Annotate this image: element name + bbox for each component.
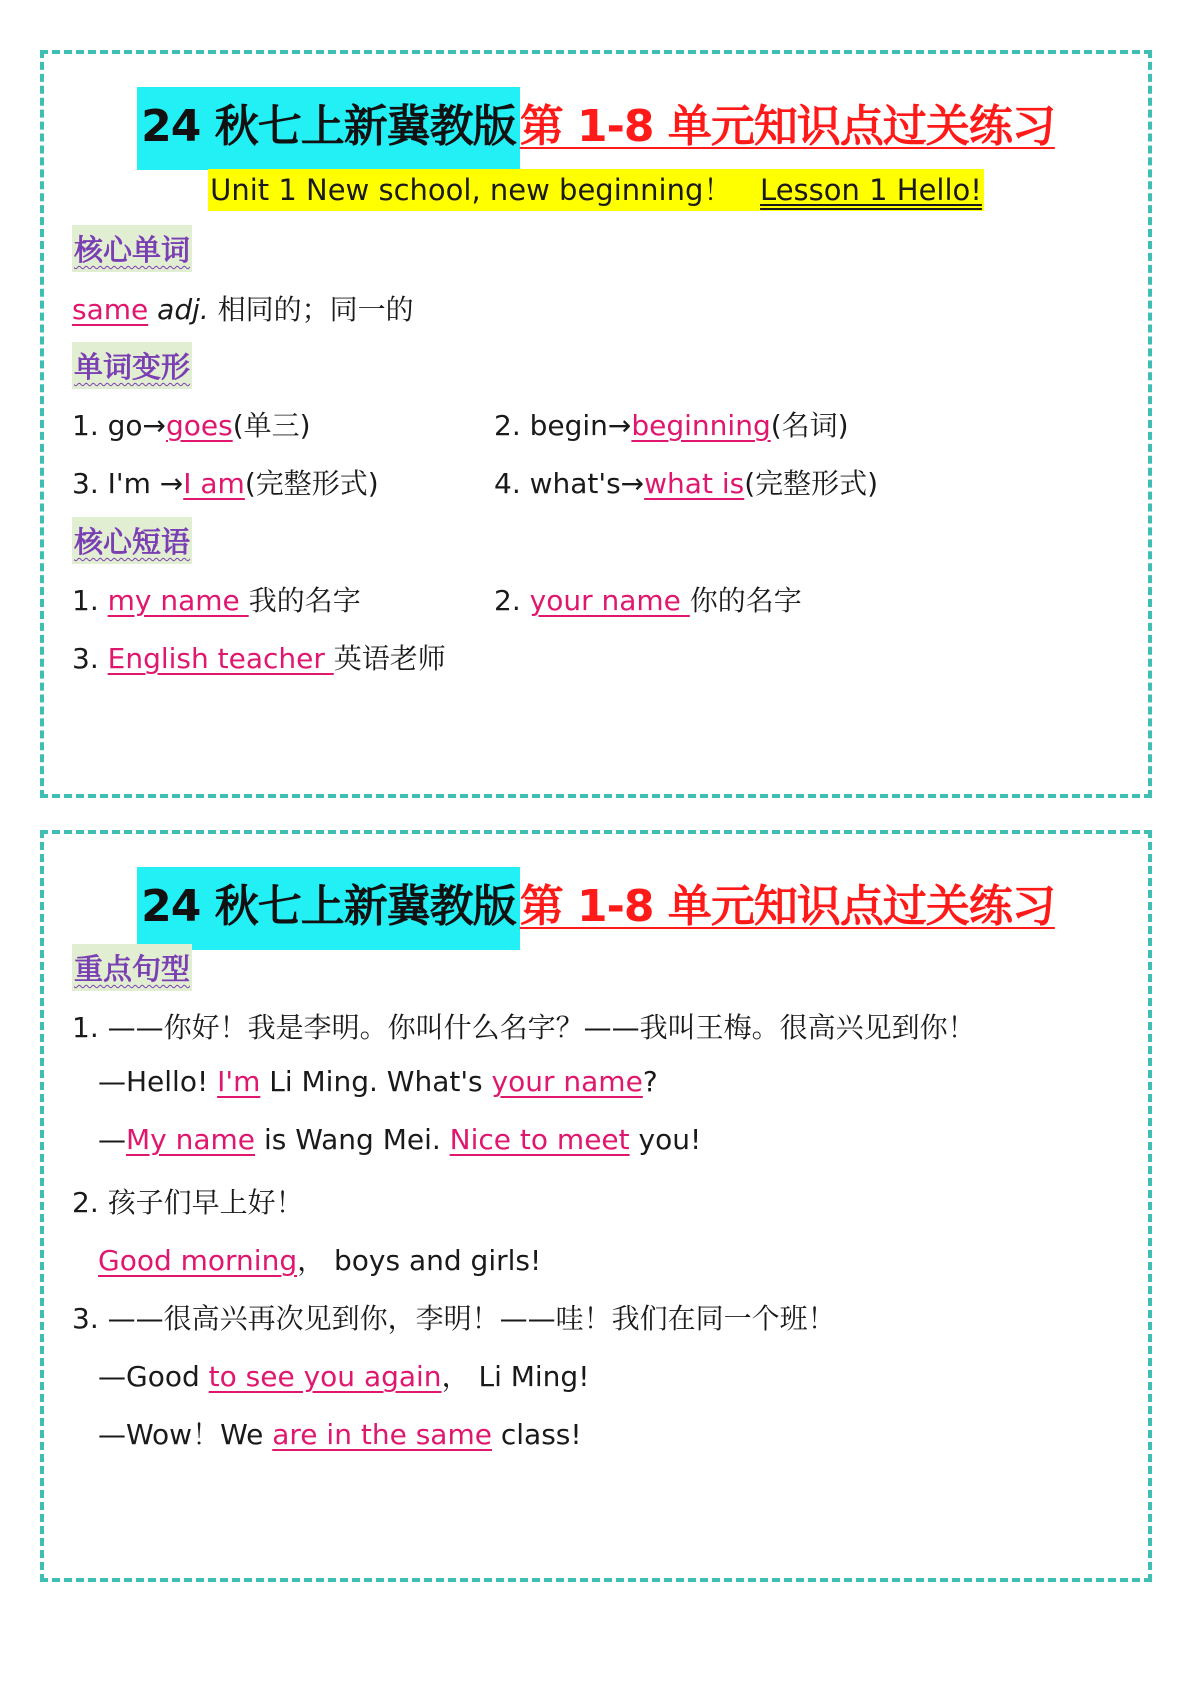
- word-form-item: [494, 462, 878, 502]
- answer-text: I am: [183, 467, 245, 500]
- item-meaning: 你的名字: [689, 584, 802, 617]
- lesson-title: Lesson 1 Hello!: [760, 173, 982, 207]
- title-part-2: 第 1-8 单元知识点过关练习: [519, 881, 1055, 932]
- answer-text: beginning: [631, 409, 771, 442]
- section-core-phrases: 核心短语: [72, 517, 192, 564]
- page-title: [44, 870, 1148, 934]
- title-part-2: 第 1-8 单元知识点过关练习: [519, 101, 1055, 152]
- sentence-english: [98, 1065, 658, 1098]
- text-segment: ， boys and girls!: [297, 1244, 542, 1277]
- phrase-item: [494, 579, 802, 619]
- answer-text: to see you again: [208, 1360, 442, 1393]
- item-note: (完整形式): [744, 467, 879, 500]
- text-segment: —Good: [98, 1360, 209, 1393]
- text-segment: —: [98, 1123, 126, 1156]
- text-segment: ?: [642, 1065, 658, 1098]
- lesson-card-2: [40, 830, 1152, 1582]
- text-segment: Li Ming. What's: [260, 1065, 492, 1098]
- sentence-english: [98, 1239, 541, 1279]
- word-form-item: [494, 404, 849, 444]
- answer-text: I'm: [217, 1065, 261, 1098]
- answer-text: are in the same: [272, 1418, 492, 1451]
- section-core-words: 核心单词: [72, 225, 192, 272]
- item-prefix: 2.: [494, 584, 530, 617]
- sentence-chinese: 3. ——很高兴再次见到你，李明！——哇！我们在同一个班！: [72, 1302, 836, 1335]
- sentence-english: [98, 1355, 589, 1395]
- unit-heading: [44, 168, 1148, 209]
- title-part-1: 24 秋七上新冀教版: [137, 87, 520, 170]
- answer-text: your name: [491, 1065, 643, 1098]
- item-note: (名词): [770, 409, 849, 442]
- item-prefix: 3. I'm →: [72, 467, 184, 500]
- sentence-english: [98, 1413, 582, 1453]
- answer-text: English teacher: [107, 642, 334, 675]
- answer-text: your name: [529, 584, 690, 617]
- core-word-pos: adj.: [157, 293, 209, 326]
- item-meaning: 我的名字: [248, 584, 361, 617]
- core-word-meaning: 相同的；同一的: [208, 293, 414, 326]
- text-segment: class!: [491, 1418, 582, 1451]
- text-segment: —Wow！We: [98, 1418, 273, 1451]
- answer-text: Nice to meet: [449, 1123, 630, 1156]
- sentence-chinese: 2. 孩子们早上好！: [72, 1186, 304, 1219]
- answer-text: My name: [126, 1123, 256, 1156]
- item-prefix: 1.: [72, 584, 108, 617]
- word-form-item: [72, 404, 311, 444]
- item-prefix: 2. begin→: [494, 409, 632, 442]
- item-prefix: 1. go→: [72, 409, 166, 442]
- text-segment: is Wang Mei.: [255, 1123, 450, 1156]
- answer-text: what is: [644, 467, 745, 500]
- unit-title: Unit 1 New school, new beginning！: [210, 173, 733, 207]
- text-segment: you!: [629, 1123, 702, 1156]
- item-note: (完整形式): [244, 467, 379, 500]
- section-key-sentences: 重点句型: [72, 944, 192, 991]
- sentence-english: [98, 1123, 701, 1156]
- word-form-item: [72, 462, 379, 502]
- text-segment: ， Li Ming!: [441, 1360, 590, 1393]
- answer-text: Good morning: [98, 1244, 298, 1277]
- lesson-card-1: [40, 50, 1152, 798]
- text-segment: —Hello!: [98, 1065, 218, 1098]
- item-note: (单三): [232, 409, 311, 442]
- section-word-forms: 单词变形: [72, 342, 192, 389]
- sentence-chinese: 1. ——你好！我是李明。你叫什么名字？——我叫王梅。很高兴见到你！: [72, 1011, 976, 1044]
- core-word-row: [72, 288, 414, 328]
- page-title: [44, 90, 1148, 154]
- unit-lesson-highlight: [208, 169, 984, 211]
- answer-text: goes: [165, 409, 233, 442]
- core-word: same: [72, 293, 149, 326]
- item-prefix: 3.: [72, 642, 108, 675]
- phrase-item: [72, 637, 446, 677]
- title-part-1: 24 秋七上新冀教版: [137, 867, 520, 950]
- answer-text: my name: [107, 584, 249, 617]
- item-meaning: 英语老师: [333, 642, 446, 675]
- phrase-item: [72, 579, 361, 619]
- item-prefix: 4. what's→: [494, 467, 645, 500]
